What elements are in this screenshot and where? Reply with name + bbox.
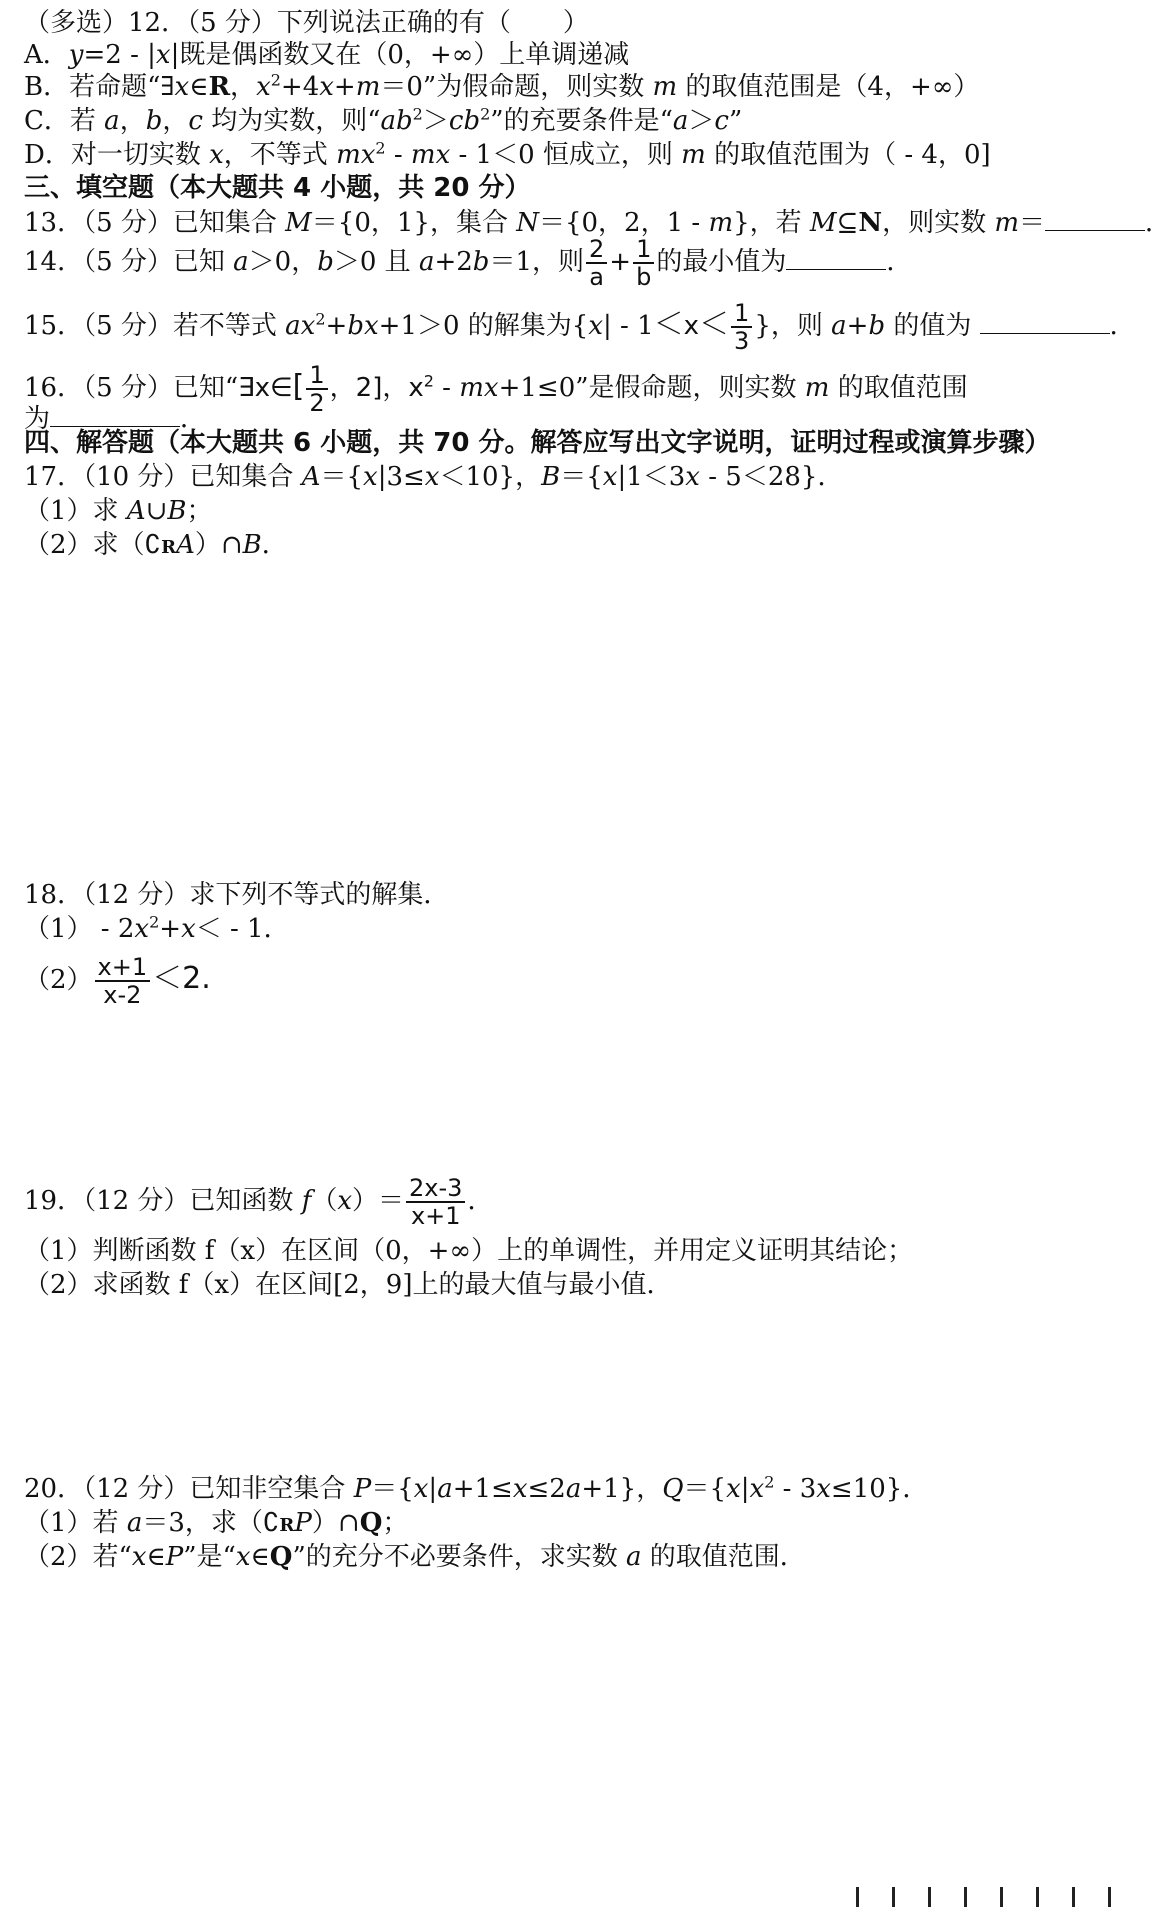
q12-option-d: D．对一切实数 x，不等式 $mx^2$ - mx - 1＜0 恒成立，则 m 的取值范围为（ - 4，0] (24, 138, 991, 170)
page-toolbar-widget[interactable] (856, 1885, 1122, 1911)
toolbar-bar (928, 1887, 931, 1907)
q12-option-b: B．若命题“∃x∈R，$x^2+4x+m=0$”为假命题，则实数 m 的取值范围是（4，+∞） (24, 70, 980, 102)
q17-part2: （2）求（∁RA）∩B． (24, 530, 288, 560)
toolbar-bar (1072, 1887, 1075, 1907)
answer-blank[interactable] (980, 311, 1110, 334)
q19-part2: （2）求函数 f（x）在区间[2，9]上的最大值与最小值． (24, 1270, 673, 1300)
q20: 20．（12 分）已知非空集合 P＝{x|a+1≤x≤2a+1}，$Q=\{x|x^2 - 3x\le 10\}$． (24, 1472, 929, 1504)
toolbar-bar (1036, 1887, 1039, 1907)
q18-title: 18．（12 分）求下列不等式的解集． (24, 880, 450, 910)
q12-header: （多选）12．（5 分）下列说法正确的有（ ） (24, 8, 589, 38)
toolbar-bar (964, 1887, 967, 1907)
q18-part1: $(1) - 2x^2+x< - 1$． (24, 912, 290, 944)
section-3-title: 三、填空题（本大题共 4 小题，共 20 分） (24, 173, 531, 203)
q19-part1: （1）判断函数 f（x）在区间（0，+∞）上的单调性，并用定义证明其结论； (24, 1236, 914, 1266)
fraction-x-plus-1-over-x-minus-2: $\frac{x+1}{x-2}$ (95, 954, 151, 1008)
toolbar-bar (892, 1887, 895, 1907)
q20-part2: （2）若“x∈P”是“x∈Q”的充分不必要条件，求实数 a 的取值范围． (24, 1542, 806, 1572)
q16: 16．（5 分）已知“∃x∈[ $\frac{1}{2}$ ，2]，$x^2 - mx+1\le 0$”是假命题，则实数 m 的取值范围 (24, 361, 968, 417)
answer-blank[interactable] (50, 404, 180, 427)
fraction-1-over-b: $\frac{1}{b}$ (633, 236, 654, 290)
fraction-1-over-3: $\frac{1}{3}$ (731, 300, 752, 354)
fraction-1-over-2: $\frac{1}{2}$ (306, 362, 327, 416)
q19: 19．（12 分）已知函数 f（x）＝ $\frac{2x-3}{x+1}$ ． (24, 1174, 494, 1230)
q20-part1: （1）若 a＝3，求（∁RP）∩Q； (24, 1508, 409, 1538)
q16-line2: 为 ． (24, 404, 207, 434)
q18-part2: （2） $\frac{x+1}{x-2}$ ＜2. (24, 953, 211, 1009)
q14: 14．（5 分）已知 a＞0，b＞0 且 a+2b＝1，则 $\frac{2}{a}$ + $\frac{1}{b}$ 的最小值为 ． (24, 235, 913, 291)
q17: 17．（10 分）已知集合 A＝{x|3≤x＜10}，B＝{x|1＜3x - 5＜28}． (24, 462, 844, 492)
section-4-title: 四、解答题（本大题共 6 小题，共 70 分。解答应写出文字说明，证明过程或演算步骤） (24, 428, 1051, 458)
q12-option-a: A．y=2 - |x|既是偶函数又在（0，+∞）上单调递减 (24, 40, 630, 70)
toolbar-bar (1000, 1887, 1003, 1907)
answer-blank[interactable] (786, 247, 886, 270)
fraction-2x-minus-3-over-x-plus-1: $\frac{2x-3}{x+1}$ (406, 1175, 465, 1229)
q12-option-c: C．若 a，b，c 均为实数，则“$ab^2>cb^2$”的充要条件是“a＞c” (24, 104, 743, 136)
toolbar-bar (856, 1887, 859, 1907)
q15: 15．（5 分）若不等式 $ax^2+bx+1>0$ 的解集为{x| - 1＜x＜ $\frac{1}{3}$ }，则 a+b 的值为 ． (24, 299, 1136, 355)
fraction-2-over-a: $\frac{2}{a}$ (586, 236, 607, 290)
toolbar-bar (1108, 1887, 1111, 1907)
q17-part1: （1）求 A∪B； (24, 496, 213, 526)
answer-blank[interactable] (1045, 208, 1145, 231)
q13: 13．（5 分）已知集合 M＝{0，1}，集合 N＝{0，2，1 - m}，若 M⊆N，则实数 m＝ ． (24, 208, 1171, 238)
